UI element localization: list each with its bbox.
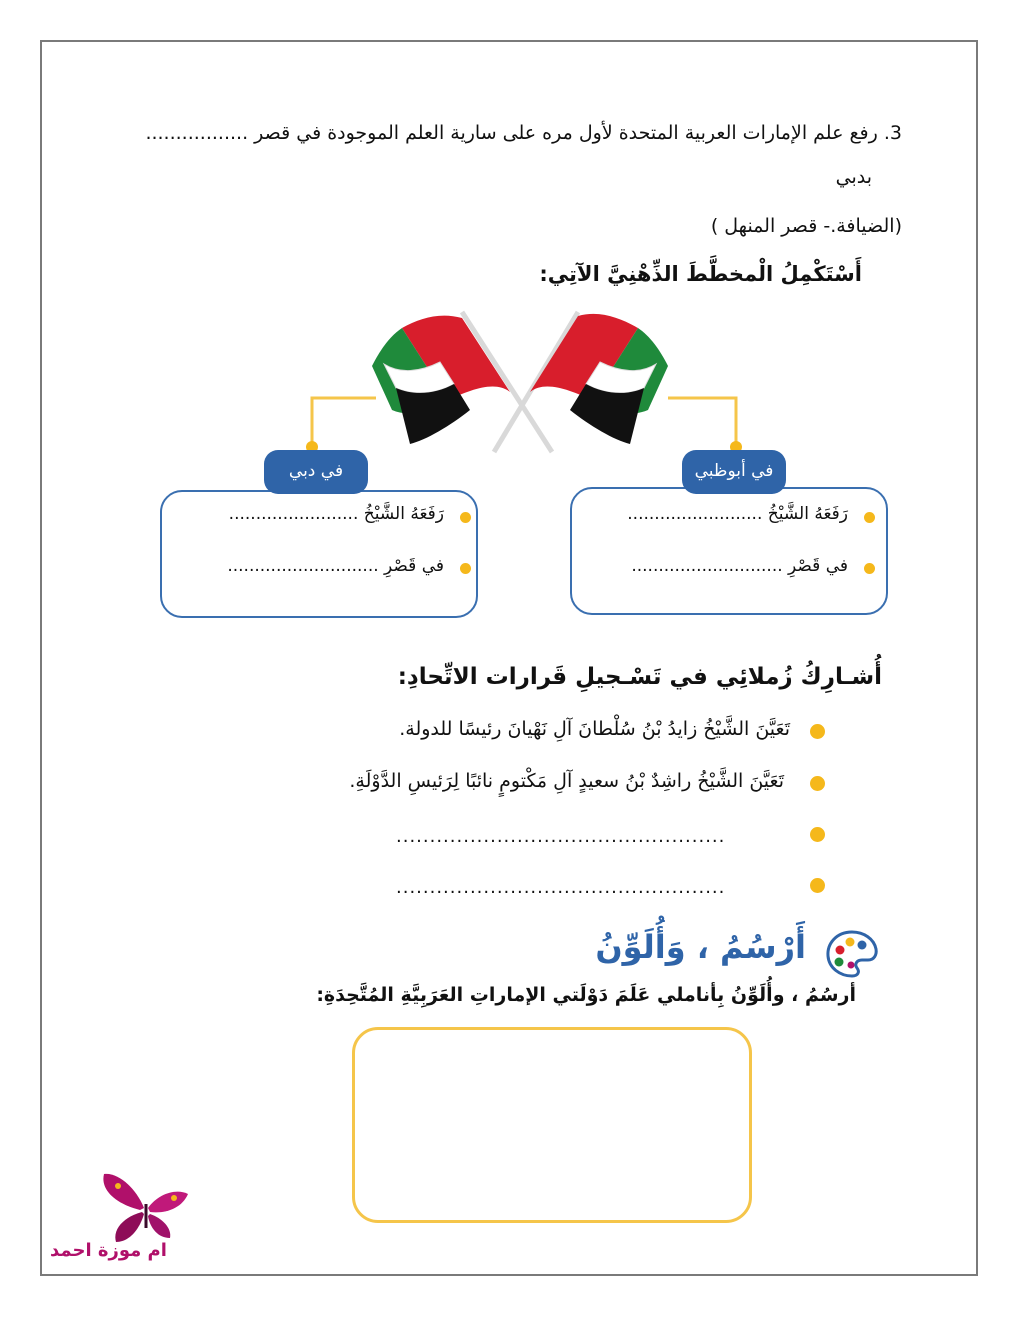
share-heading: أُشـارِكُ زُملائِي في تَسْـجيلِ قَرارات الاتِّحادِ:: [397, 664, 882, 690]
dubai-item-palace[interactable]: في قَصْرِ ............................: [227, 556, 444, 576]
question-3-text: 3. رفع علم الإمارات العربية المتحدة لأول مره على سارية العلم الموجودة في قصر .................: [145, 122, 902, 144]
dubai-item-raised-by[interactable]: رَفَعَهُ الشَّيْخُ ........................: [228, 504, 444, 524]
bullet-icon: [460, 512, 471, 523]
bullet-icon: [810, 878, 825, 893]
decision-3-blank[interactable]: .................................................: [396, 826, 726, 847]
bullet-icon: [810, 724, 825, 739]
question-3-options: (الضيافة.- قصر المنهل ): [710, 215, 902, 237]
decision-4-blank[interactable]: .................................................: [396, 877, 726, 898]
drawing-area[interactable]: [352, 1027, 752, 1223]
dubai-tag: في دبي: [264, 450, 368, 494]
bullet-icon: [460, 563, 471, 574]
bullet-icon: [864, 563, 875, 574]
abudhabi-item-raised-by[interactable]: رَفَعَهُ الشَّيْخُ .........................: [627, 504, 848, 524]
bullet-icon: [810, 827, 825, 842]
uae-flags-illustration: [0, 0, 1020, 500]
logo-text: ام موزة احمد: [50, 1240, 167, 1261]
draw-title: أَرْسُمُ ، وَأُلَوِّنُ: [595, 928, 806, 966]
flag-right-icon: [530, 314, 668, 444]
flag-left-icon: [372, 316, 510, 444]
butterfly-icon: [96, 1168, 196, 1248]
question-3-continuation: بدبي: [835, 166, 872, 188]
bullet-icon: [864, 512, 875, 523]
bullet-icon: [810, 776, 825, 791]
mindmap-heading: أَسْتَكْمِلُ الْمخطَّطَ الذِّهْنِيَّ الآتِي:: [539, 262, 862, 286]
decision-1: تَعَيَّنَ الشَّيْخُ زايدُ بْنُ سُلْطانَ آلِ نَهْيانَ رئيسًا للدولة.: [399, 718, 790, 740]
decision-2: تَعَيَّنَ الشَّيْخُ راشِدٌ بْنُ سعيدٍ آلِ مَكْتومٍ نائبًا لِرَئيسِ الدَّوْلَةِ.: [349, 770, 784, 792]
palette-icon: [824, 928, 880, 980]
abudhabi-tag: في أبوظبي: [682, 450, 786, 494]
connector-right: [668, 398, 736, 446]
draw-instruction: أرسُمُ ، وأُلَوِّنُ بِأناملي عَلَمَ دَوْلَتي الإماراتِ العَرَبِيَّةِ المُتَّحِدَةِ:: [316, 984, 856, 1006]
abudhabi-item-palace[interactable]: في قَصْرِ ............................: [631, 556, 848, 576]
connector-left: [312, 398, 376, 446]
